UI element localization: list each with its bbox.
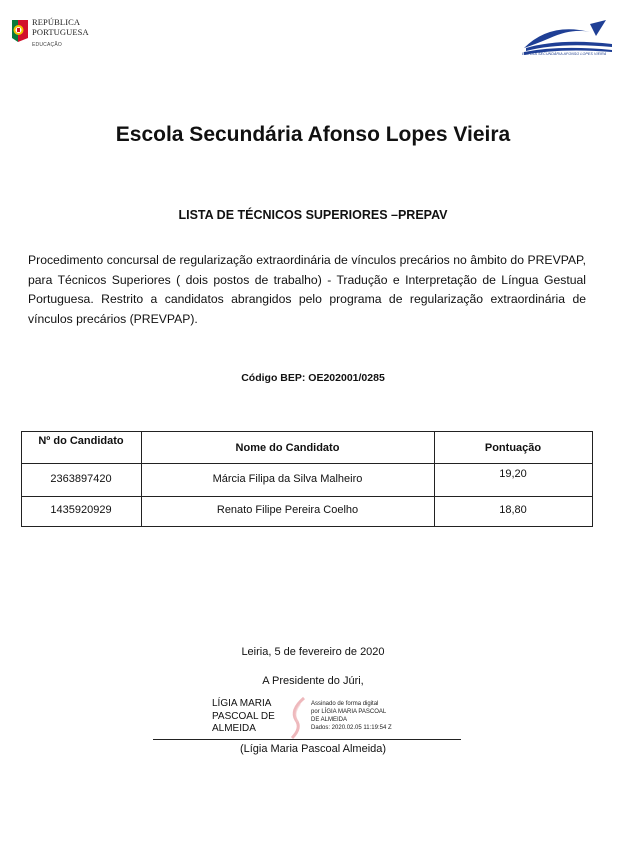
gov-logo-line: PORTUGUESA [32, 26, 89, 37]
digital-signature-line: DE ALMEIDA [311, 717, 348, 723]
portuguese-emblem-icon [10, 18, 30, 44]
row-1-candidate-number: 2363897420 [50, 473, 112, 485]
school-logo-icon [520, 18, 616, 64]
header-score: Pontuação [484, 442, 542, 454]
signer-name-line: ALMEIDA [212, 723, 256, 734]
signer-name-block [212, 698, 275, 736]
table-border [21, 463, 593, 464]
candidates-table [21, 431, 593, 527]
page-title: Escola Secundária Afonso Lopes Vieira [115, 123, 511, 146]
row-2-score: 18,80 [499, 504, 527, 516]
signer-full-name: (Lígia Maria Pascoal Almeida) [239, 743, 387, 755]
president-label: A Presidente do Júri, [262, 675, 364, 687]
republica-portuguesa-logo [10, 16, 120, 52]
header-candidate-number: Nº do Candidato [38, 435, 124, 447]
table-border [21, 526, 593, 527]
row-2-candidate-name: Renato Filipe Pereira Coelho [216, 504, 359, 516]
gov-logo-subtext: EDUCAÇÃO [32, 42, 62, 48]
list-subtitle: LISTA DE TÉCNICOS SUPERIORES –PREPAV [178, 208, 448, 222]
place-date: Leiria, 5 de fevereiro de 2020 [241, 646, 385, 658]
gov-logo-text [32, 18, 89, 37]
table-border [21, 496, 593, 497]
digital-signature-line: Dados: 2020.02.05 11:19:54 Z [311, 725, 392, 731]
procedure-description: Procedimento concursal de regularização extraordinária de vínculos precários no âmbito do PREVPAP, para Técnicos Superiores ( dois postos de trabalho) - Tradução e Interpretação de Língua Gestual Portuguesa. Restrito a candidatos abrangidos pelo programa de regularização extraordinária de vínculos precários (PREVPAP). [28, 253, 586, 326]
table-border [21, 431, 593, 432]
row-1-candidate-name: Márcia Filipa da Silva Malheiro [212, 473, 363, 485]
row-1-score: 19,20 [499, 468, 527, 480]
gov-logo-line: REPÚBLICA [32, 17, 81, 27]
school-logo-caption: ESCOLA SECUNDÁRIA AFONSO LOPES VIEIRA [522, 52, 607, 56]
bep-code: Código BEP: OE202001/0285 [241, 372, 385, 384]
digital-signature-line: por LÍGIA MARIA PASCOAL [311, 709, 387, 715]
row-2-candidate-number: 1435920929 [50, 504, 112, 516]
signer-name-line: PASCOAL DE [212, 710, 275, 722]
digital-signature-line: Assinado de forma digital [311, 701, 379, 707]
signer-name-line: LÍGIA MARIA [212, 698, 272, 709]
signature-line [153, 739, 461, 740]
digital-signature-mark-icon [286, 696, 312, 740]
digital-signature-info [311, 700, 392, 732]
header-candidate-name: Nome do Candidato [235, 442, 340, 454]
